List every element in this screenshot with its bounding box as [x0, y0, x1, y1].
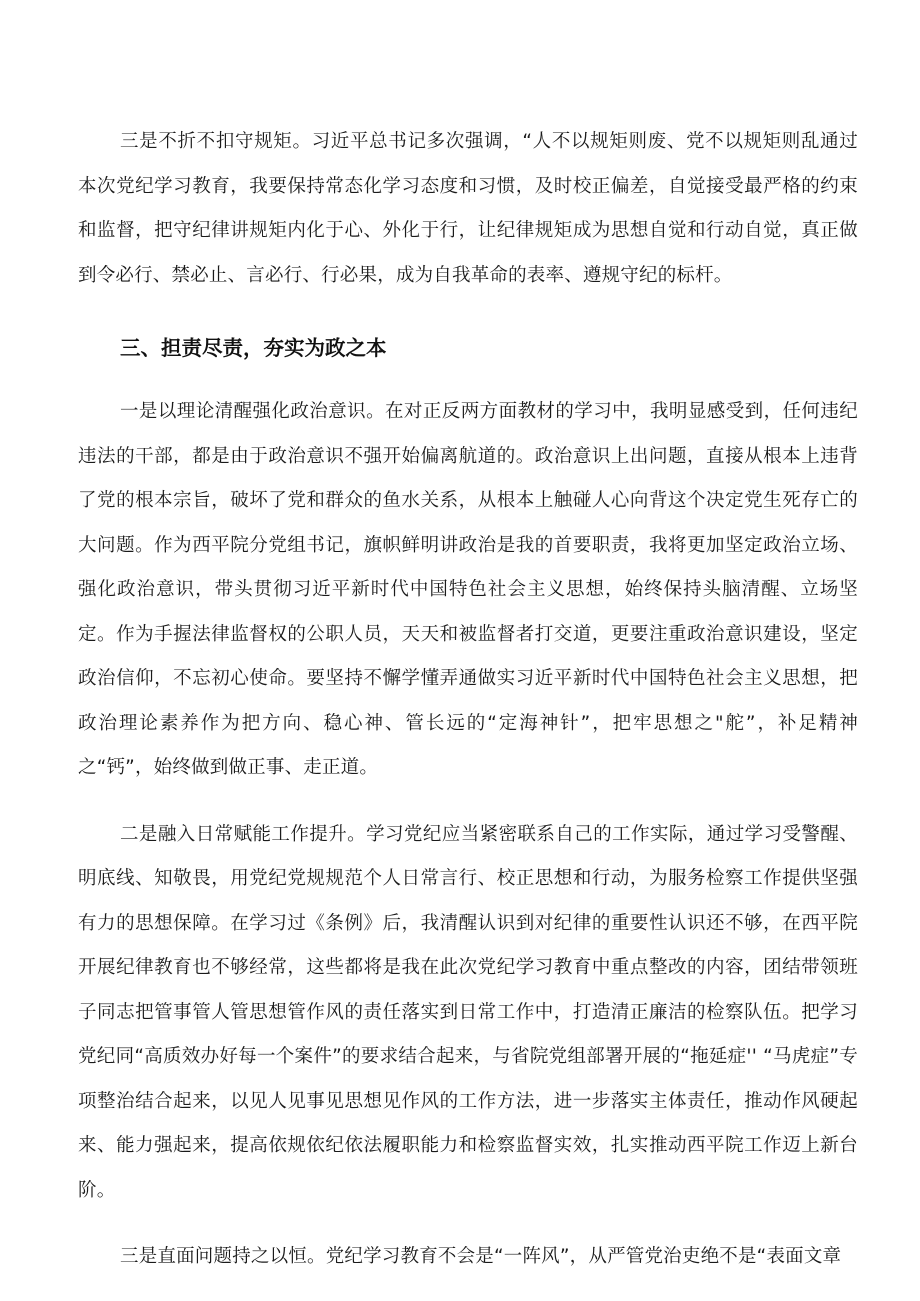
document-body [78, 120, 858, 1280]
paragraph-rules: 三是不折不扣守规矩。习近平总书记多次强调，“人不以规矩则废、党不以规矩则乱通过本次党纪学习教育，我要保持常态化学习态度和习惯，及时校正偏差，自觉接受最严格的约束和监督，把守纪律讲规矩内化于心、外化于行，让纪律规矩成为思想自觉和行动自觉，真正做到令必行、禁必止、言必行、行必果，成为自我革命的表率、遵规守纪的标杆。 [78, 131, 858, 286]
paragraph-daily-work: 二是融入日常赋能工作提升。学习党纪应当紧密联系自己的工作实际，通过学习受警醒、明底线、知敬畏，用党纪党规规范个人日常言行、校正思想和行动，为服务检察工作提供坚强有力的思想保障。在学习过《条例》后，我清醒认识到对纪律的重要性认识还不够，在西平院开展纪律教育也不够经常，这些都将是我在此次党纪学习教育中重点整改的内容，团结带领班子同志把管事管人管思想管作风的责任落实到日常工作中，打造清正廉洁的检察队伍。把学习党纪同“高质效办好每一个案件”的要求结合起来，与省院党组部署开展的“拖延症'' “马虎症”专项整治结合起来，以见人见事见思想见作风的工作方法，进一步落实主体责任，推动作风硬起来、能力强起来，提高依规依纪依法履职能力和检察监督实效，扎实推动西平院工作迈上新台阶。 [78, 823, 858, 1201]
paragraph-political-awareness: 一是以理论清醒强化政治意识。在对正反两方面教材的学习中，我明显感受到，任何违纪违法的干部，都是由于政治意识不强开始偏离航道的。政治意识上出问题，直接从根本上违背了党的根本宗旨，破坏了党和群众的鱼水关系，从根本上触碰人心向背这个决定党生死存亡的大问题。作为西平院分党组书记，旗帜鲜明讲政治是我的首要职责，我将更加坚定政治立场、强化政治意识，带头贯彻习近平新时代中国特色社会主义思想，始终保持头脑清醒、立场坚定。作为手握法律监督权的公职人员，天天和被监督者打交道，更要注重政治意识建设，坚定政治信仰，不忘初心使命。要坚持不懈学懂弄通做实习近平新时代中国特色社会主义思想，把政治理论素养作为把方向、稳心神、管长远的“定海神针”，把牢思想之"舵”，补足精神之“钙”，始终做到做正事、走正道。 [78, 401, 858, 778]
section-heading: 三、担责尽责，夯实为政之本 [120, 336, 387, 360]
paragraph-persistence: 三是直面问题持之以恒。党纪学习教育不会是“一阵风”，从严管党治吏绝不是“表面文章 [120, 1246, 842, 1267]
